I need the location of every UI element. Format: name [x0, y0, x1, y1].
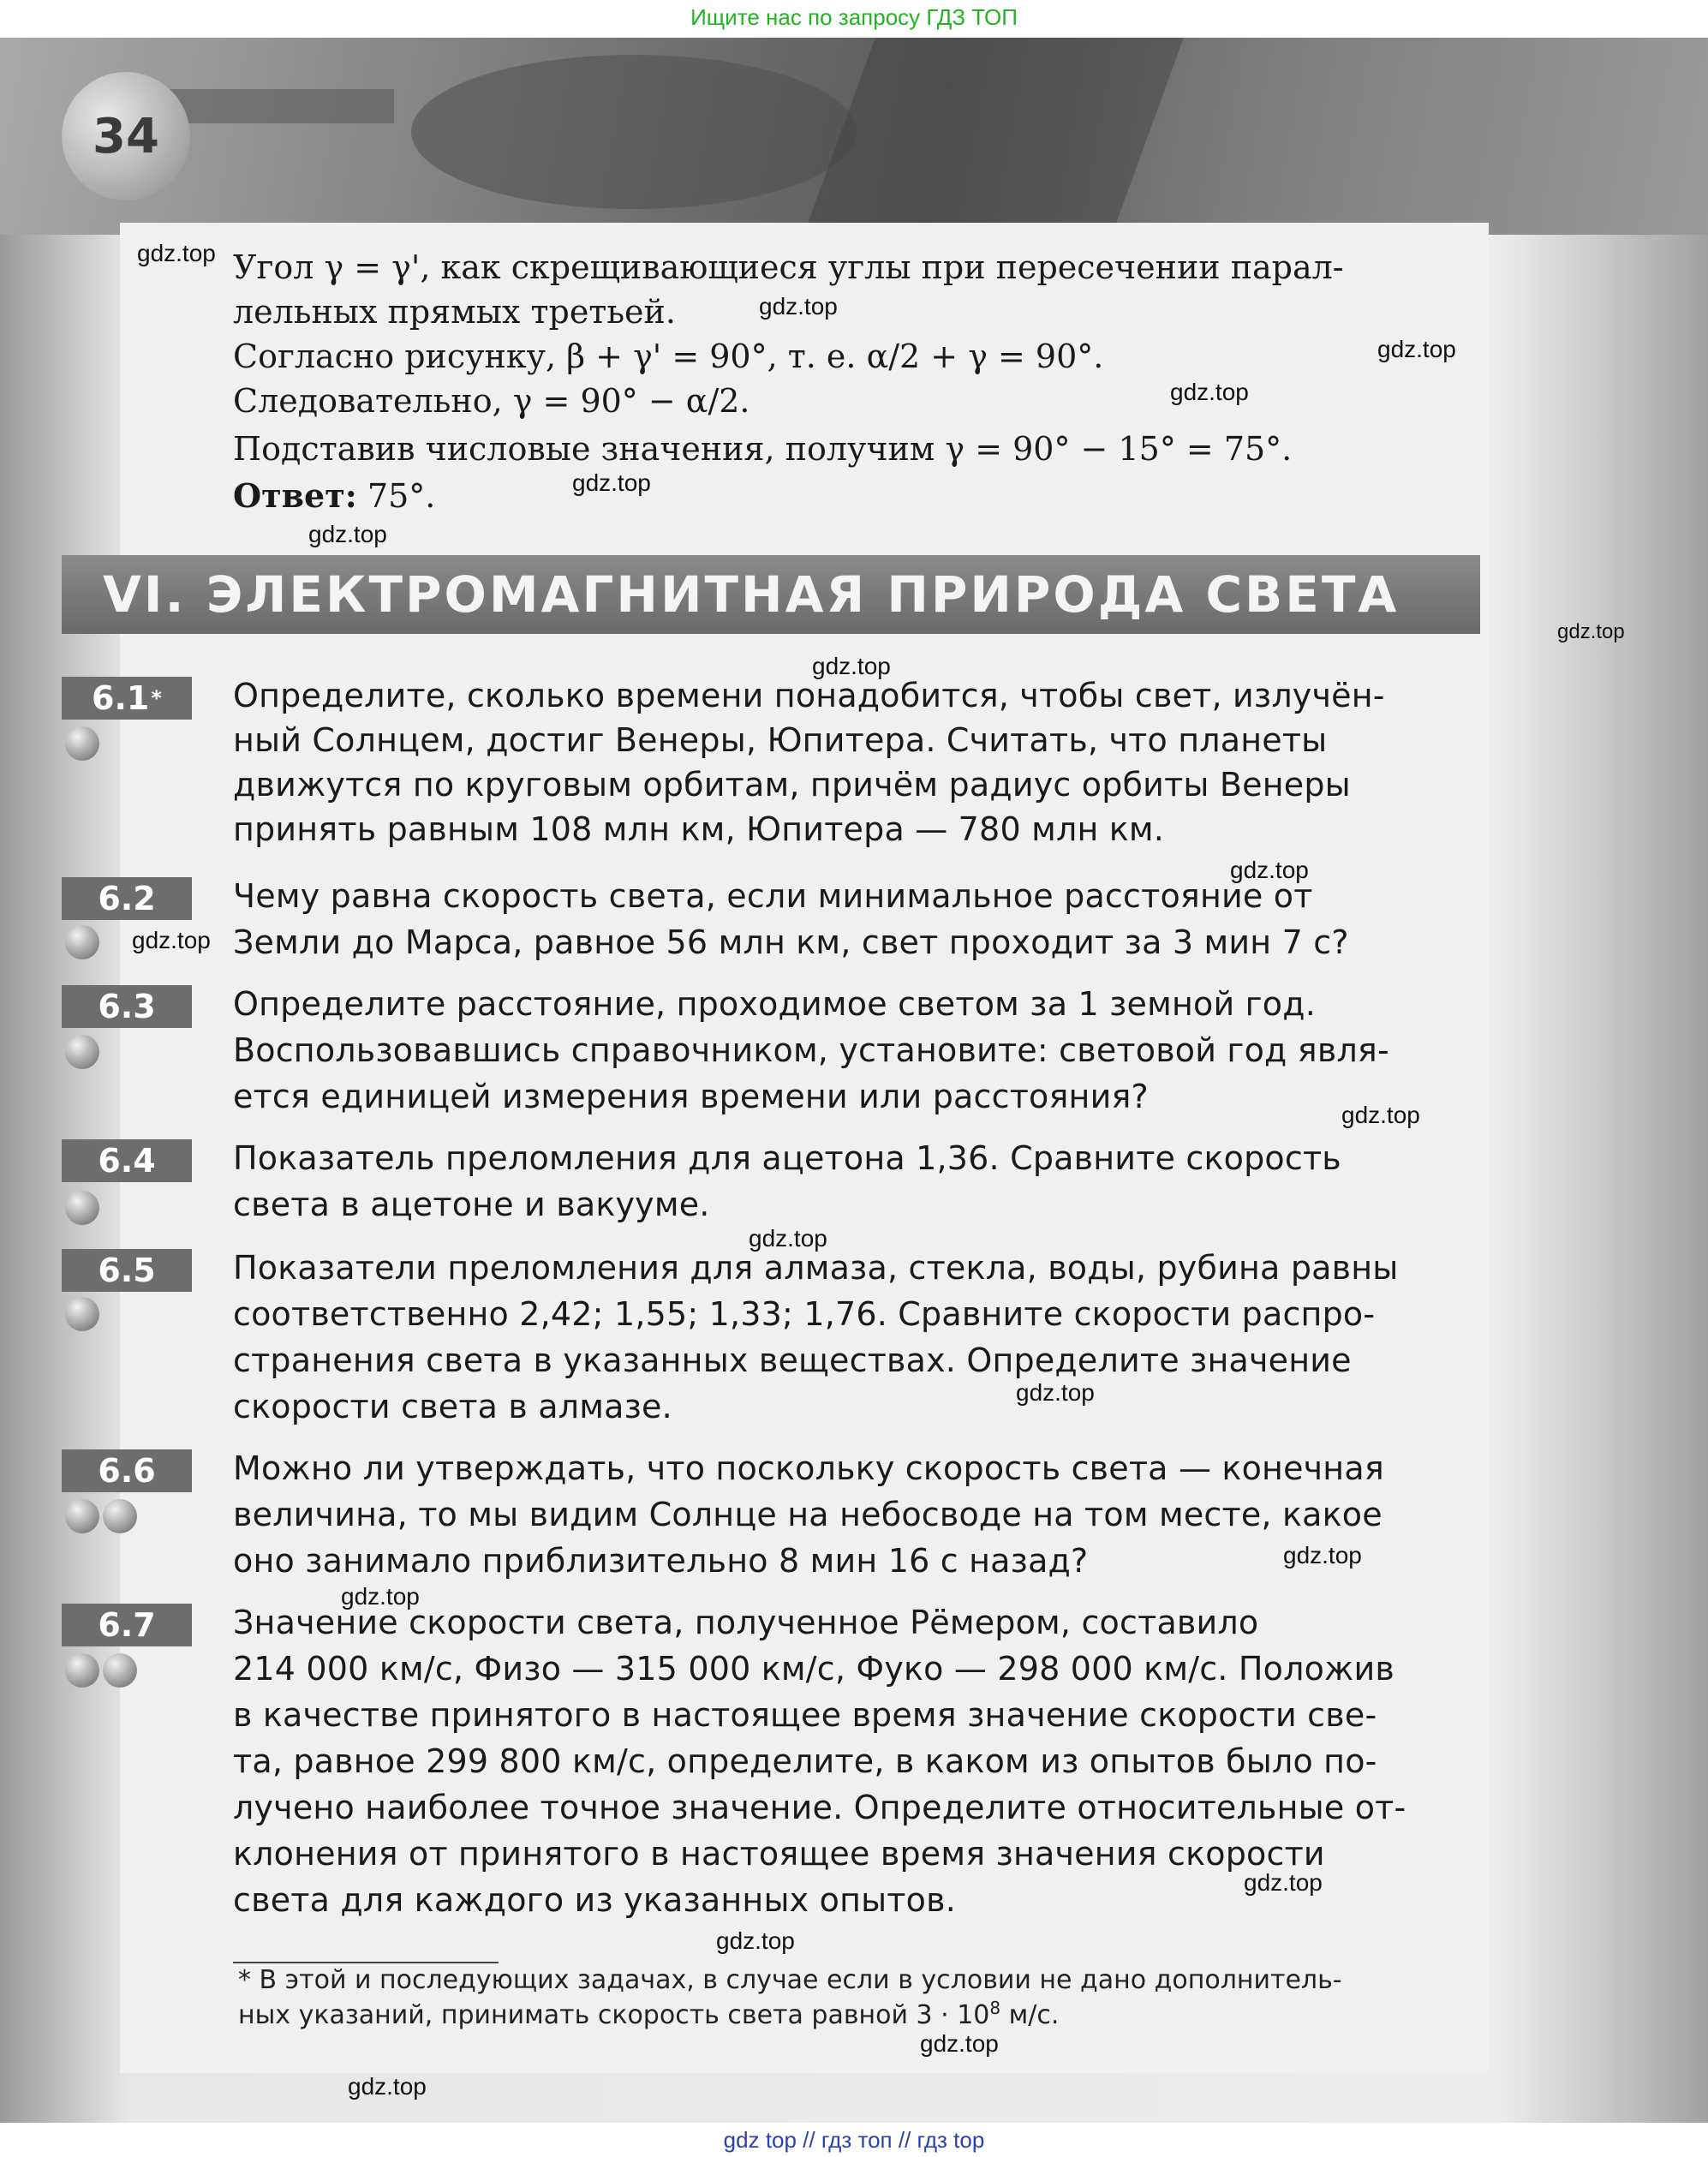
footnote-divider: [233, 1962, 499, 1963]
task-line: клонения от принятого в настоящее время значения скорости: [233, 1835, 1325, 1873]
task-line: величина, то мы видим Солнце на небосводе на том месте, какое: [233, 1496, 1383, 1533]
watermark: gdz.top: [812, 653, 891, 679]
watermark: gdz.top: [308, 521, 387, 547]
chapter-title: VI. ЭЛЕКТРОМАГНИТНАЯ ПРИРОДА СВЕТА: [103, 565, 1400, 624]
watermark: gdz.top: [1283, 1542, 1362, 1568]
solution-line: лельных прямых третьей.: [233, 293, 676, 331]
task-line: принять равным 108 млн км, Юпитера — 780 млн км.: [233, 810, 1165, 848]
task-line: Чему равна скорость света, если минимальное расстояние от: [233, 877, 1313, 915]
task-line: оно занимало приблизительно 8 мин 16 с назад?: [233, 1542, 1089, 1580]
task-line: Определите, сколько времени понадобится, чтобы свет, излучён-: [233, 677, 1385, 714]
task-number: 6.2: [62, 877, 192, 920]
footnote-line: ных указаний, принимать скорость света равной $3 \cdot 10^8$ м/с.: [238, 1998, 1060, 2030]
watermark: gdz.top: [1341, 1102, 1420, 1128]
answer-value: 75°.: [367, 477, 436, 515]
difficulty-dot: [65, 726, 99, 761]
difficulty-dot: [65, 1653, 99, 1688]
task-number: 6.1 *: [62, 677, 192, 720]
task-number: 6.5: [62, 1249, 192, 1292]
answer-label: Ответ:: [233, 476, 357, 515]
task-line: соответственно 2,42; 1,55; 1,33; 1,76. Сравните скорости распро-: [233, 1295, 1376, 1333]
watermark: gdz.top: [1016, 1379, 1095, 1406]
task-line: движутся по круговым орбитам, причём радиус орбиты Венеры: [233, 766, 1351, 804]
watermark: gdz.top: [137, 240, 216, 266]
solution-line: Подставив числовые значения, получим γ = 90° − 15° = 75°.: [233, 430, 1293, 468]
difficulty-dot: [103, 1499, 137, 1533]
task-line: ется единицей измерения времени или расстояния?: [233, 1078, 1149, 1115]
difficulty-dot: [103, 1653, 137, 1688]
task-line: Определите расстояние, проходимое светом за 1 земной год.: [233, 985, 1317, 1023]
task-number: 6.3: [62, 985, 192, 1028]
watermark: gdz.top: [1170, 379, 1249, 405]
task-line: Воспользовавшись справочником, установите: световой год явля-: [233, 1031, 1389, 1069]
task-line: в качестве принятого в настоящее время значение скорости све-: [233, 1696, 1377, 1734]
task-line: ный Солнцем, достиг Венеры, Юпитера. Считать, что планеты: [233, 721, 1328, 759]
watermark: gdz.top: [132, 927, 211, 953]
watermark: gdz.top: [1377, 336, 1456, 362]
difficulty-dot: [65, 1035, 99, 1069]
task-line: света для каждого из указанных опытов.: [233, 1881, 956, 1919]
task-line: 214 000 км/с, Физо — 315 000 км/с, Фуко — 298 000 км/с. Положив: [233, 1650, 1394, 1688]
task-line: Показатель преломления для ацетона 1,36. Сравните скорость: [233, 1139, 1341, 1177]
task-line: лучено наиболее точное значение. Определите относительные от-: [233, 1789, 1406, 1826]
header-photo: [0, 38, 1708, 235]
difficulty-dot: [65, 1191, 99, 1225]
task-line: Значение скорости света, полученное Рёмером, составило: [233, 1604, 1259, 1641]
answer: [233, 476, 435, 515]
footnote-line: * В этой и последующих задачах, в случае если в условии не дано дополнитель-: [238, 1965, 1342, 1995]
task-line: Можно ли утверждать, что поскольку скорость света — конечная: [233, 1449, 1384, 1487]
watermark: gdz.top: [1230, 857, 1309, 883]
watermark: gdz.top: [716, 1927, 795, 1954]
task-number: 6.7: [62, 1604, 192, 1646]
watermark: gdz.top: [572, 469, 651, 496]
task-line: света в ацетоне и вакууме.: [233, 1186, 710, 1223]
difficulty-dot: [65, 925, 99, 959]
watermark: gdz.top: [920, 2030, 999, 2057]
top-banner[interactable]: Ищите нас по запросу ГДЗ ТОП: [690, 4, 1018, 30]
task-line: та, равное 299 800 км/с, определите, в каком из опытов было по-: [233, 1742, 1377, 1780]
task-number: 6.6: [62, 1449, 192, 1492]
solution-line: Следовательно, γ = 90° − α/2.: [233, 382, 750, 420]
watermark: gdz.top: [348, 2073, 427, 2100]
task-line: Показатели преломления для алмаза, стекла, воды, рубина равны: [233, 1249, 1399, 1287]
bottom-banner[interactable]: gdz top // гдз топ // гдз top: [0, 2123, 1708, 2157]
watermark: gdz.top: [1244, 1869, 1323, 1896]
task-line: скорости света в алмазе.: [233, 1388, 672, 1425]
watermark: gdz.top: [759, 293, 838, 320]
watermark: gdz.top: [1557, 620, 1625, 643]
solution-line: Согласно рисунку, β + γ' = 90°, т. е. α/2 + γ = 90°.: [233, 338, 1104, 375]
solution-line: Угол γ = γ', как скрещивающиеся углы при пересечении парал-: [233, 248, 1344, 286]
page-number: 34: [62, 72, 190, 200]
task-line: Земли до Марса, равное 56 млн км, свет проходит за 3 мин 7 с?: [233, 923, 1349, 961]
header-photo-detail: [803, 38, 1184, 235]
difficulty-dot: [65, 1297, 99, 1331]
header-photo-detail: [411, 55, 857, 209]
difficulty-dot: [65, 1499, 99, 1533]
watermark: gdz.top: [749, 1225, 827, 1252]
task-number: 6.4: [62, 1139, 192, 1182]
watermark: gdz.top: [341, 1583, 420, 1610]
task-line: странения света в указанных веществах. Определите значение: [233, 1341, 1352, 1379]
